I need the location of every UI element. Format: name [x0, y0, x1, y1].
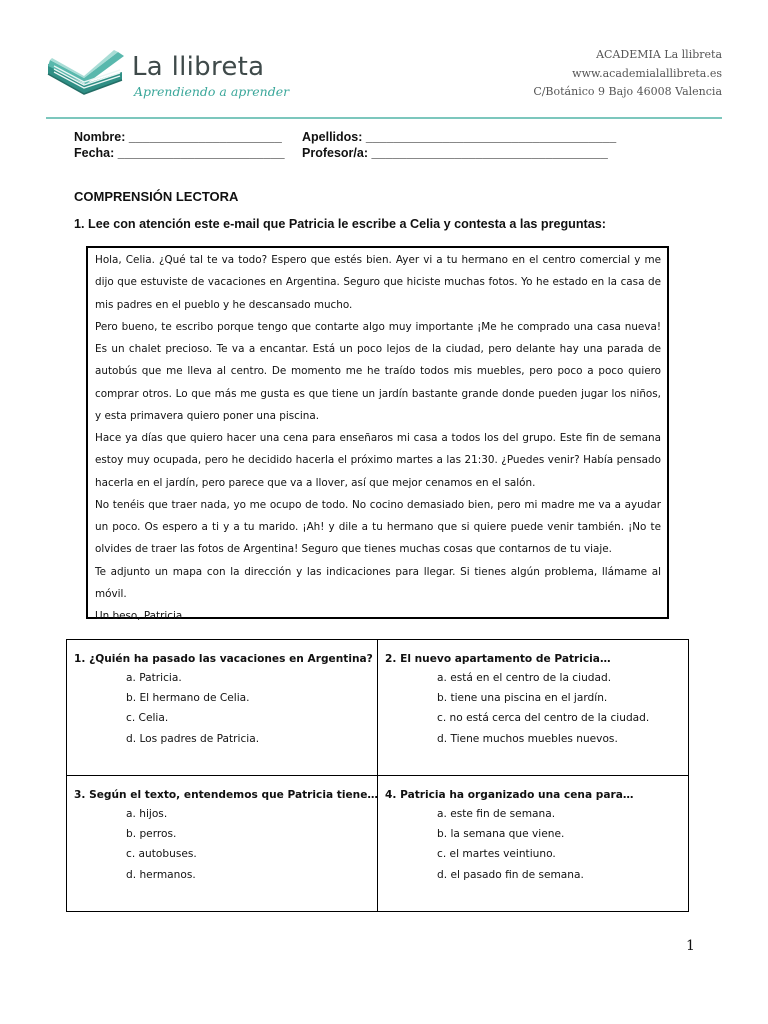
letter-paragraph: Hace ya días que quiero hacer una cena para enseñaros mi casa a todos los del grupo. Este fin de semana estoy muy ocupada, pero he decidido hacerla el próximo martes a las 21:30. ¿Puedes venir? Había pensado hacerla en el jardín, pero parece que va a llover, así que mejor cenamos en el salón. — [95, 432, 661, 489]
answer-option[interactable]: c. el martes veintiuno. — [437, 848, 556, 861]
academy-info — [533, 46, 722, 102]
brand-name: La llibreta — [132, 52, 265, 82]
academy-website: www.academialallibreta.es — [572, 66, 722, 80]
exercise-instruction: 1. Lee con atención este e-mail que Patricia le escribe a Celia y contesta a las preguntas: — [74, 217, 606, 231]
answer-option[interactable]: a. está en el centro de la ciudad. — [437, 672, 612, 684]
letter-paragraph: Pero bueno, te escribo porque tengo que contarte algo muy importante ¡Me he comprado una casa nueva! Es un chalet precioso. Te va a encantar. Está un poco lejos de la ciudad, pero delante hay una parada de autobús que me lleva al centro. De momento me he traído todos mis muebles, pero poco a poco quiero comprar otros. Lo que más me gusta es que tiene un jardín bastante grande donde pueden jugar los niños, y esta primavera quiero poner una piscina. — [95, 320, 661, 422]
fecha-field[interactable]: Fecha: ________________________ — [74, 146, 285, 160]
question-title: 3. Según el texto, entendemos que Patricia tiene… — [74, 789, 378, 801]
questions-table — [66, 639, 689, 912]
nombre-field[interactable]: Nombre: ______________________ — [74, 130, 282, 144]
answer-option[interactable]: d. Tiene muchos muebles nuevos. — [437, 732, 618, 745]
answer-option[interactable]: d. el pasado fin de semana. — [437, 868, 584, 881]
letter-paragraph: No tenéis que traer nada, yo me ocupo de todo. No cocino demasiado bien, pero mi madre me va a ayudar un poco. Os espero a ti y a tu marido. ¡Ah! y dile a tu hermano que si quiere puede venir también. ¡No te olvides de traer las fotos de Argentina! Seguro que tienes muchas cosas que contarnos de tu viaje. — [95, 498, 661, 556]
answer-option[interactable]: c. autobuses. — [126, 848, 197, 861]
answer-option[interactable]: d. hermanos. — [126, 868, 196, 881]
apellidos-field[interactable]: Apellidos: ____________________________________ — [302, 130, 617, 144]
question-cell — [378, 640, 689, 776]
answer-option[interactable]: b. tiene una piscina en el jardín. — [437, 692, 608, 705]
question-title: 4. Patricia ha organizado una cena para… — [385, 789, 634, 801]
question-title: 1. ¿Quién ha pasado las vacaciones en Argentina? — [74, 653, 373, 665]
question-cell — [378, 776, 689, 912]
letter-signoff: Un beso, Patricia — [95, 610, 183, 622]
letter-paragraph: Hola, Celia. ¿Qué tal te va todo? Espero que estés bien. Ayer vi a tu hermano en el centro comercial y me dijo que estuviste de vacaciones en Argentina. Seguro que hiciste muchas fotos. Yo he estado en la casa de mis padres en el pueblo y he descansado mucho. — [95, 254, 661, 311]
question-cell — [67, 640, 378, 776]
letter-paragraph: Te adjunto un mapa con la dirección y las indicaciones para llegar. Si tienes algún problema, llámame al móvil. — [95, 565, 661, 600]
brand-tagline: Aprendiendo a aprender — [134, 84, 290, 99]
answer-option[interactable]: b. perros. — [126, 828, 177, 841]
answer-option[interactable]: b. El hermano de Celia. — [126, 692, 250, 705]
answer-option[interactable]: d. Los padres de Patricia. — [126, 732, 260, 745]
brand-logo — [44, 42, 290, 102]
academy-name: ACADEMIA La llibreta — [596, 48, 722, 61]
profesor-field[interactable]: Profesor/a: __________________________________ — [302, 146, 608, 160]
answer-option[interactable]: c. no está cerca del centro de la ciudad. — [437, 712, 650, 725]
answer-option[interactable]: b. la semana que viene. — [437, 828, 565, 841]
page-number: 1 — [686, 938, 695, 954]
question-title: 2. El nuevo apartamento de Patricia… — [385, 653, 611, 665]
answer-option[interactable]: a. este fin de semana. — [437, 808, 556, 820]
email-text-box — [86, 246, 669, 622]
question-cell — [67, 776, 378, 912]
section-title: COMPRENSIÓN LECTORA — [74, 189, 239, 204]
open-book-icon — [44, 46, 126, 102]
answer-option[interactable]: a. hijos. — [126, 808, 168, 820]
answer-option[interactable]: a. Patricia. — [126, 672, 182, 684]
answer-option[interactable]: c. Celia. — [126, 712, 169, 725]
header-divider — [46, 117, 722, 119]
academy-address: C/Botánico 9 Bajo 46008 Valencia — [533, 85, 722, 98]
